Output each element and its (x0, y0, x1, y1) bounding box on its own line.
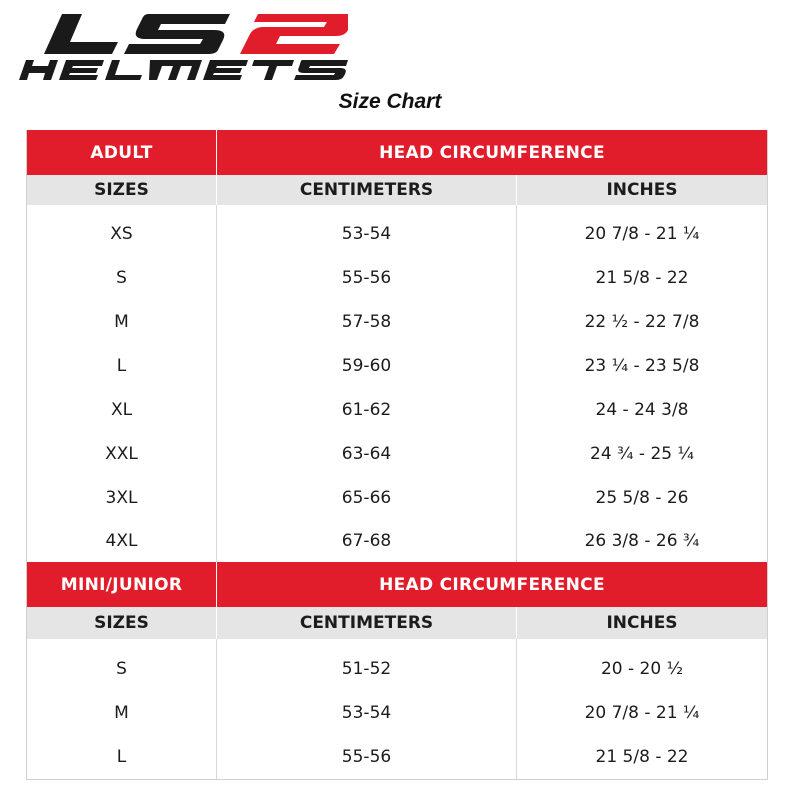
column-header-centimeters: CENTIMETERS (217, 175, 517, 205)
size-cell: M (27, 691, 217, 735)
inches-cell: 22 ½ - 22 7/8 (584, 312, 700, 332)
inches-cell: 24 - 24 3/8 (595, 400, 689, 420)
group-header: HEAD CIRCUMFERENCE (379, 142, 605, 163)
centimeters-cell: 65-66 (217, 476, 517, 520)
inches-cell: 21 5/8 - 22 (595, 747, 689, 767)
table-row (27, 476, 767, 520)
table-row (27, 344, 767, 388)
inches-cell: 20 - 20 ½ (600, 659, 684, 679)
column-header-inches: INCHES (606, 613, 678, 633)
inches-cell: 20 7/8 - 21 ¼ (584, 224, 700, 244)
table-row (27, 256, 767, 300)
inches-cell: 23 ¼ - 23 5/8 (584, 356, 700, 376)
group-label: MINI/JUNIOR (27, 562, 217, 607)
centimeters-cell: 57-58 (217, 300, 517, 344)
ls2-helmets-logo (18, 6, 348, 82)
column-header-row (27, 607, 767, 639)
centimeters-cell: 55-56 (217, 735, 517, 779)
inches-cell: 24 ¾ - 25 ¼ (590, 444, 694, 464)
size-cell: L (27, 344, 217, 388)
table-row (27, 735, 767, 779)
centimeters-cell: 53-54 (217, 691, 517, 735)
size-chart-table (26, 130, 768, 780)
centimeters-cell: 55-56 (217, 256, 517, 300)
inches-cell: 26 3/8 - 26 ¾ (584, 531, 700, 551)
column-header-centimeters: CENTIMETERS (217, 607, 517, 639)
centimeters-cell: 67-68 (217, 520, 517, 562)
column-header-sizes: SIZES (27, 607, 217, 639)
inches-cell: 25 5/8 - 26 (595, 488, 689, 508)
size-cell: XXL (27, 432, 217, 476)
centimeters-cell: 53-54 (217, 212, 517, 256)
size-cell: M (27, 300, 217, 344)
size-cell: S (27, 647, 217, 691)
group-header: HEAD CIRCUMFERENCE (379, 574, 605, 595)
centimeters-cell: 63-64 (217, 432, 517, 476)
row-spacer (27, 639, 767, 647)
size-cell: 3XL (27, 476, 217, 520)
section-header-mini-junior (27, 562, 767, 607)
table-row (27, 432, 767, 476)
centimeters-cell: 61-62 (217, 388, 517, 432)
size-cell: XL (27, 388, 217, 432)
column-header-row (27, 175, 767, 205)
group-label: ADULT (27, 130, 217, 175)
size-cell: S (27, 256, 217, 300)
table-row (27, 388, 767, 432)
logo-mark (18, 6, 348, 82)
logo-helmets-word (19, 60, 348, 80)
table-row (27, 300, 767, 344)
size-cell: L (27, 735, 217, 779)
size-cell: XS (27, 212, 217, 256)
row-spacer (27, 205, 767, 212)
inches-cell: 21 5/8 - 22 (595, 268, 689, 288)
column-header-sizes: SIZES (27, 175, 217, 205)
inches-cell: 20 7/8 - 21 ¼ (584, 703, 700, 723)
page-title: Size Chart (338, 90, 442, 113)
column-header-inches: INCHES (606, 180, 678, 200)
table-row (27, 520, 767, 562)
centimeters-cell: 51-52 (217, 647, 517, 691)
section-header-adult (27, 130, 767, 175)
table-row (27, 212, 767, 256)
centimeters-cell: 59-60 (217, 344, 517, 388)
size-cell: 4XL (27, 520, 217, 562)
table-row (27, 691, 767, 735)
logo-ls2-letters (44, 14, 348, 54)
table-row (27, 647, 767, 691)
